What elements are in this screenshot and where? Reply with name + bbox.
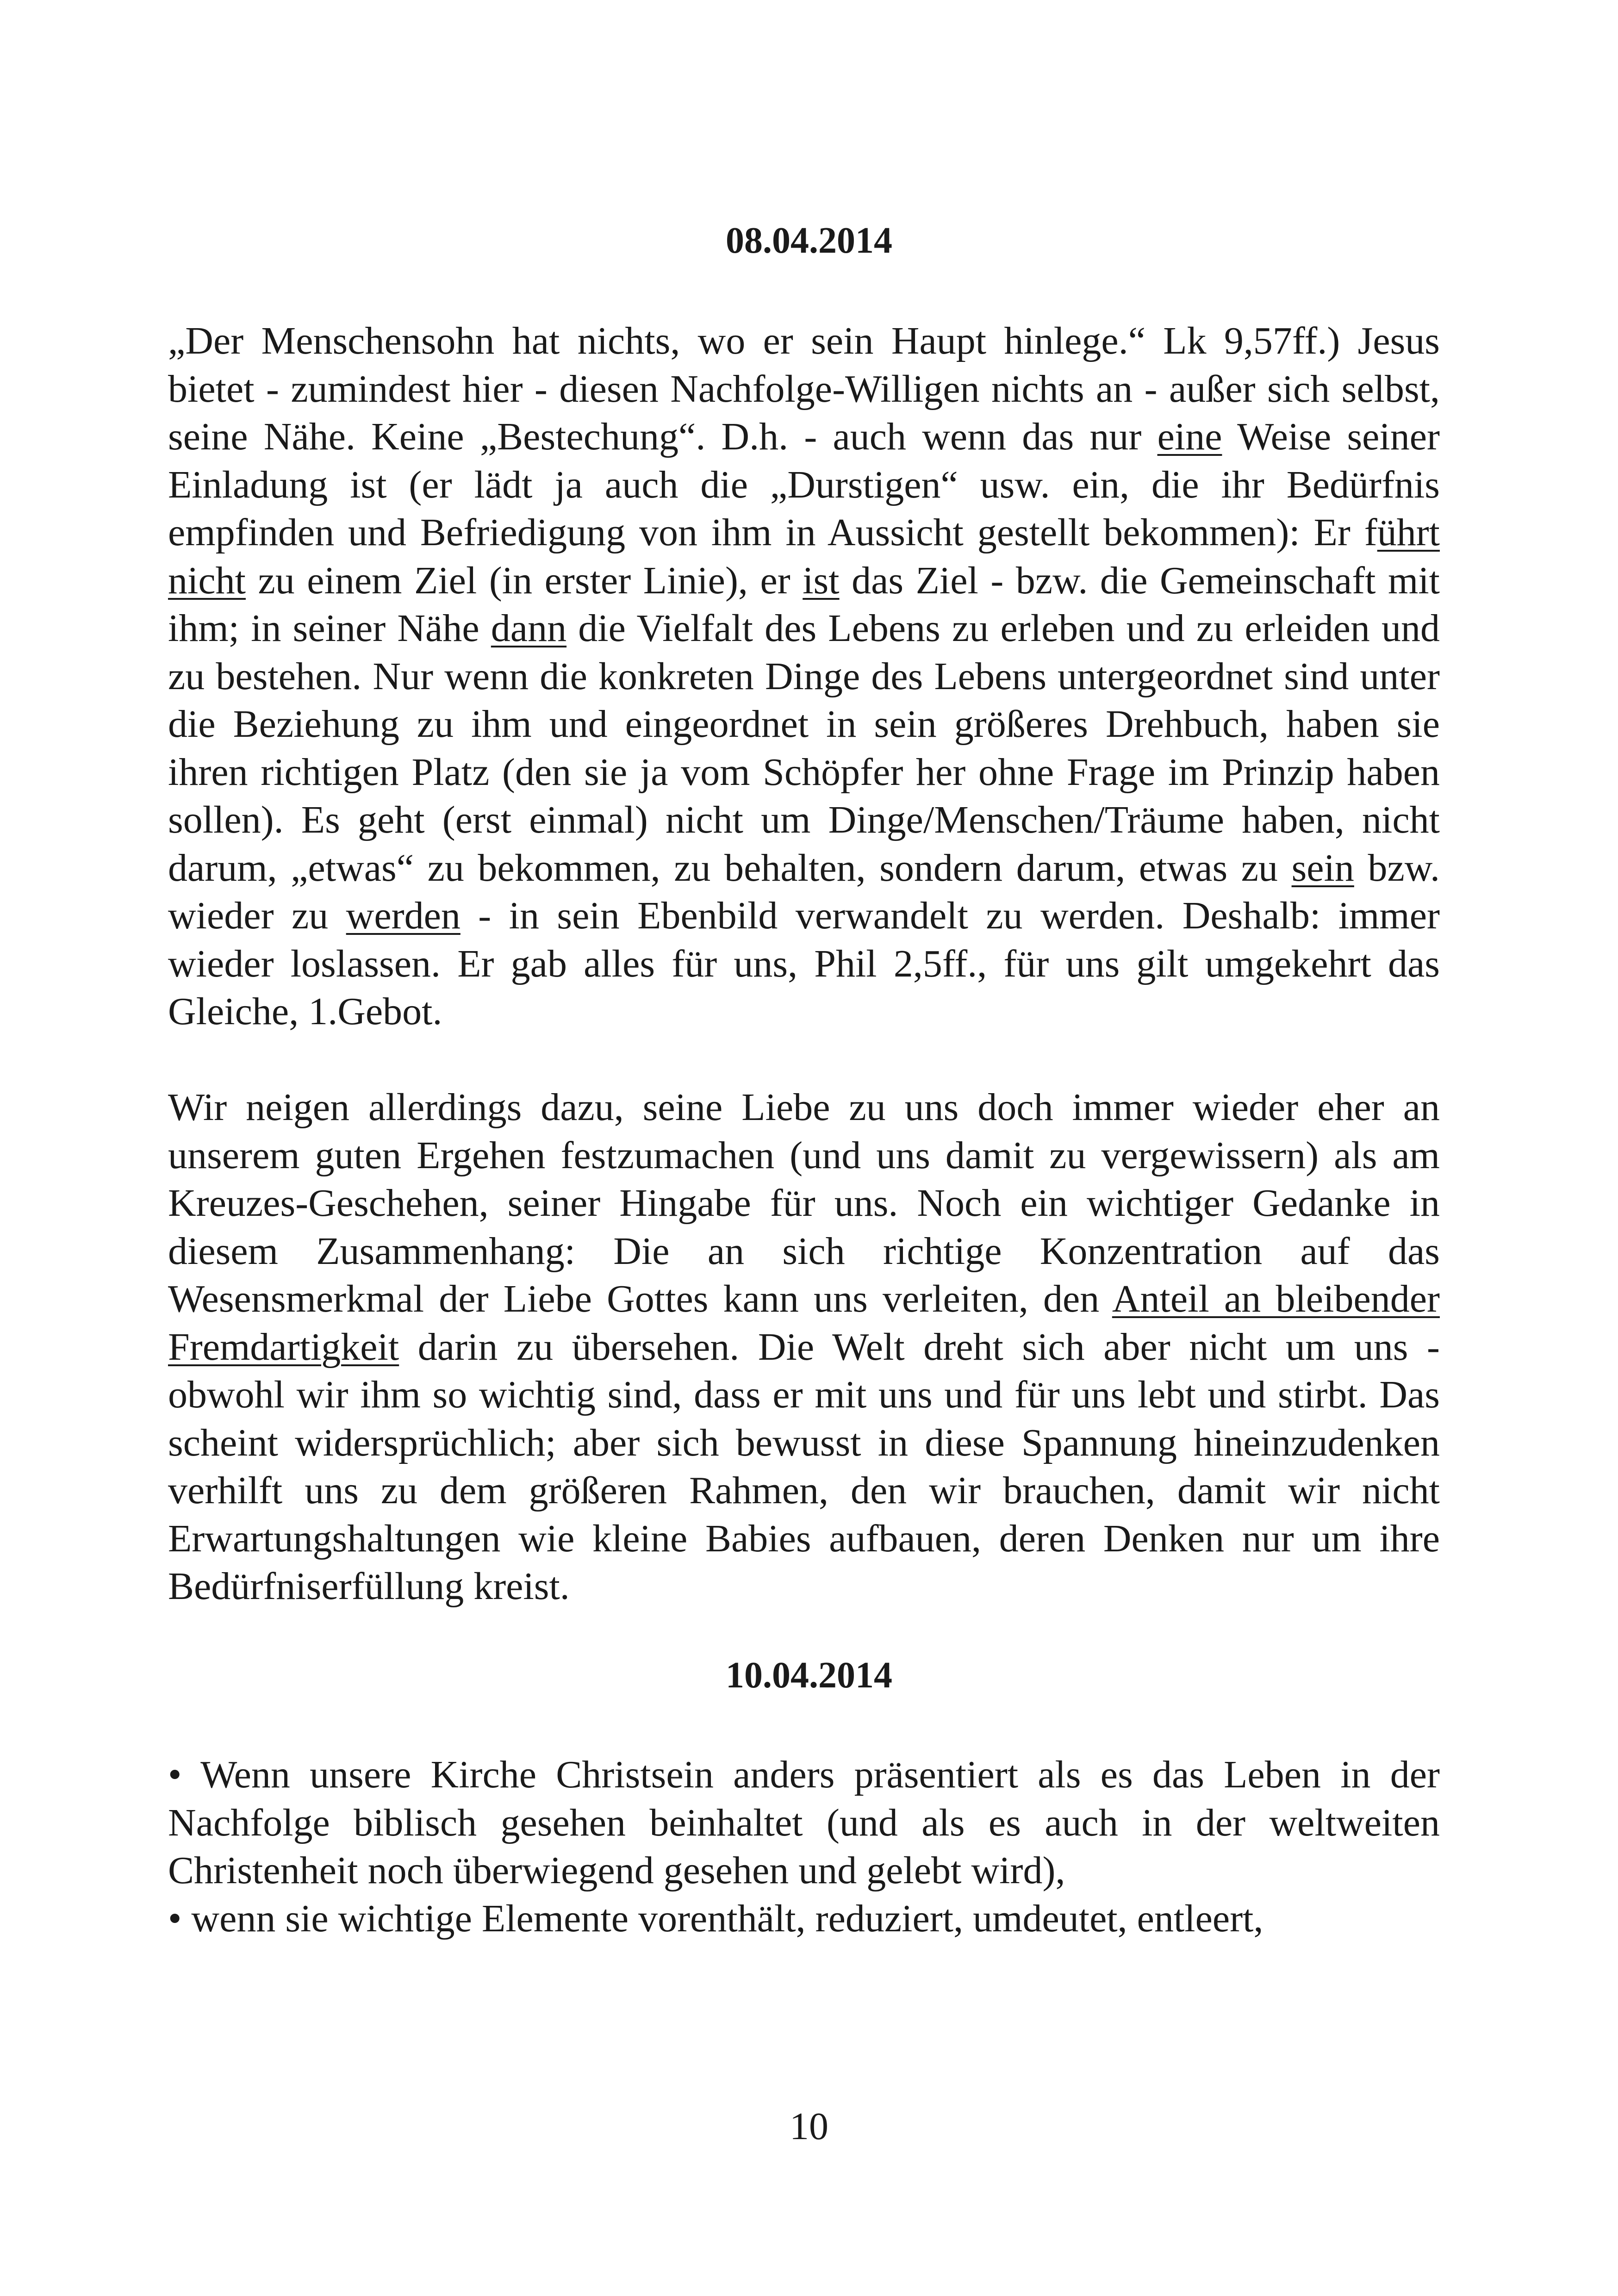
underlined-text: ist [803, 559, 840, 602]
underlined-text: werden [346, 894, 461, 937]
text-run: - in sein Ebenbild verwandelt zu werden. Deshalb: immer wieder loslassen. Er gab alles für uns, Phil 2,5ff., für uns gilt umgekehrt das Gleiche, 1.Gebot. [168, 894, 1440, 1033]
text-run: das Ziel - bzw. die Gemeinschaft mit ihm; in seiner Nähe [168, 559, 1440, 650]
underlined-text: sein [1291, 846, 1354, 890]
underlined-text: eine [1157, 415, 1222, 458]
underlined-text: dann [491, 607, 567, 650]
bullet-paragraph [168, 1895, 1440, 1943]
paragraph [168, 317, 1440, 1036]
page-number: 10 [790, 2105, 828, 2148]
text-run: Wir neigen allerdings dazu, seine Liebe zu uns doch immer wieder eher an unserem guten Ergehen festzumachen (und uns damit zu vergewissern) als am Kreuzes-Geschehen, seiner Hingabe für uns. Noch ein wichtiger Gedanke in diesem Zusammenhang: Die an sich richtige Konzentration auf das Wesensmerkmal der Liebe Gottes kann uns verleiten, den [168, 1086, 1440, 1320]
text-run: zu einem Ziel (in erster Linie), er [245, 559, 803, 602]
entry-date-heading: 10.04.2014 [726, 1655, 892, 1696]
entry-date-heading: 08.04.2014 [726, 220, 892, 261]
text-run: die Vielfalt des Lebens zu erleben und zu erleiden und zu bestehen. Nur wenn die konkreten Dinge des Lebens untergeordnet sind unter die Beziehung zu ihm und eingeordnet in sein größeres Drehbuch, haben sie ihren richtigen Platz (den sie ja vom Schöpfer her ohne Frage im Prinzip haben sollen). Es geht (erst einmal) nicht um Dinge/Menschen/Träume haben, nicht darum, „etwas“ zu bekommen, zu behalten, sondern darum, etwas zu [168, 607, 1440, 890]
text-run: • wenn sie wichtige Elemente vorenthält, reduziert, umdeutet, entleert, [168, 1897, 1263, 1940]
text-run: • Wenn unsere Kirche Christsein anders präsentiert als es das Leben in der Nachfolge biblisch gesehen beinhaltet (und als es auch in der weltweiten Christenheit noch überwiegend gesehen und gelebt wird), [168, 1753, 1440, 1892]
text-run: darin zu übersehen. Die Welt dreht sich aber nicht um uns - obwohl wir ihm so wichtig sind, dass er mit uns und für uns lebt und stirbt. Das scheint widersprüchlich; aber sich bewusst in diese Spannung hineinzudenken verhilft uns zu dem größeren Rahmen, den wir brauchen, damit wir nicht Erwartungshaltungen wie kleine Babies aufbauen, deren Denken nur um ihre Bedürfniserfüllung kreist. [168, 1325, 1440, 1608]
text-run: „Der Menschensohn hat nichts, wo er sein Haupt hinlege.“ Lk 9,57ff.) Jesus bietet - zumindest hier - diesen Nachfolge-Willigen nichts an - außer sich selbst, seine Nähe. Keine „Bestechung“. D.h. - auch wenn das nur [168, 319, 1440, 458]
text-run: Weise seiner Einladung ist (er lädt ja auch die „Durstigen“ usw. ein, die ihr Bedürfnis empfinden und Befriedigung von ihm in Aussicht gestellt bekommen): Er f [168, 415, 1440, 554]
underlined-text: ührt nicht [168, 511, 1440, 602]
underlined-text: Anteil an bleibender Fremdartigkeit [168, 1277, 1440, 1369]
paragraph [168, 1083, 1440, 1611]
text-run: bzw. wieder zu [168, 846, 1440, 937]
bullet-paragraph [168, 1751, 1440, 1895]
entry-body [168, 317, 1440, 1611]
entry-body [168, 1751, 1440, 1942]
